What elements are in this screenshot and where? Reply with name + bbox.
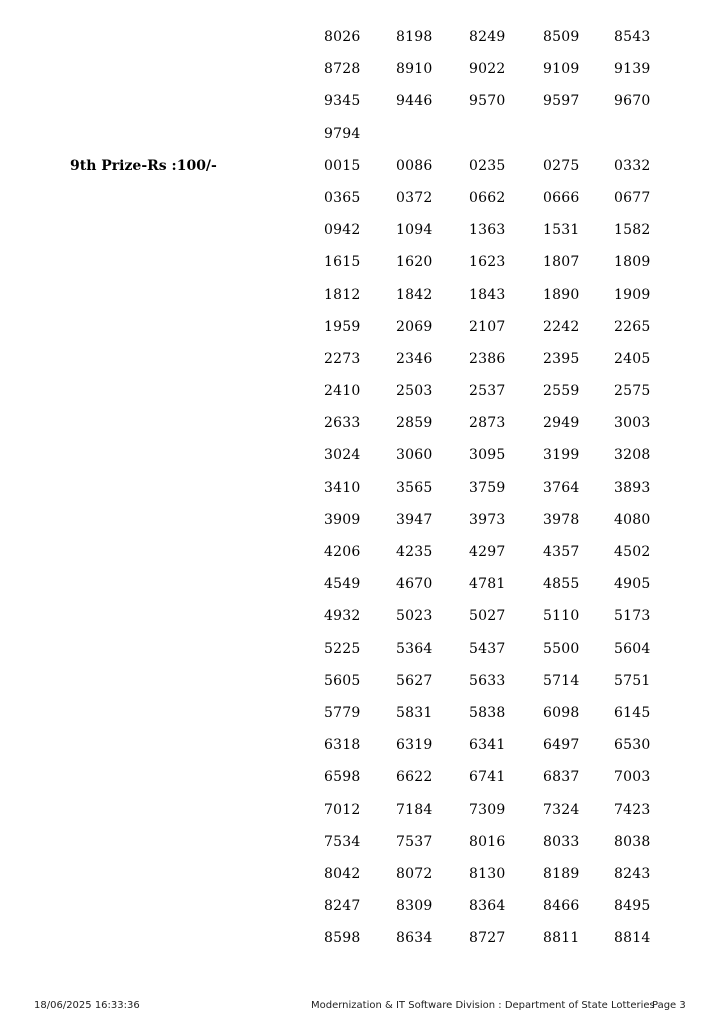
ticket-number: 6341 <box>469 737 506 754</box>
ticket-number: 0015 <box>324 157 361 174</box>
ticket-number: 9670 <box>614 93 651 110</box>
ticket-number: 8814 <box>614 930 651 947</box>
ticket-number: 4670 <box>396 576 433 593</box>
number-row <box>0 118 724 150</box>
number-row <box>0 858 724 890</box>
ticket-number: 8189 <box>543 865 580 882</box>
ticket-number: 8130 <box>469 865 506 882</box>
number-row <box>0 343 724 375</box>
ticket-number: 4855 <box>543 576 580 593</box>
ticket-number: 8509 <box>543 29 580 45</box>
ticket-number: 5779 <box>324 704 361 721</box>
ticket-number: 5838 <box>469 704 506 721</box>
number-row <box>0 375 724 407</box>
ticket-number: 1812 <box>324 286 361 303</box>
page-footer <box>0 994 724 1018</box>
ticket-number: 7534 <box>324 833 361 850</box>
ticket-number: 3565 <box>396 479 433 496</box>
ticket-number: 2386 <box>469 350 506 367</box>
number-row <box>0 53 724 85</box>
footer-division: Modernization & IT Software Division : Department of State Lotteries <box>311 1000 655 1011</box>
ticket-number: 4297 <box>469 544 506 561</box>
ticket-number: 9022 <box>469 61 506 78</box>
ticket-number: 9446 <box>396 93 433 110</box>
ticket-number: 0666 <box>543 189 580 206</box>
ticket-number: 8727 <box>469 930 506 947</box>
number-row <box>0 279 724 311</box>
number-row <box>0 568 724 600</box>
ticket-number: 0275 <box>543 157 580 174</box>
ticket-number: 2346 <box>396 350 433 367</box>
ticket-number: 5500 <box>543 640 580 657</box>
ticket-number: 4502 <box>614 544 651 561</box>
number-row <box>0 922 724 954</box>
number-row <box>0 633 724 665</box>
ticket-number: 8309 <box>396 898 433 915</box>
number-row <box>0 439 724 471</box>
ticket-number: 2405 <box>614 350 651 367</box>
prize-section <box>0 150 724 955</box>
ticket-number: 4781 <box>469 576 506 593</box>
number-row <box>0 890 724 922</box>
ticket-number: 8598 <box>324 930 361 947</box>
ticket-number: 3978 <box>543 511 580 528</box>
ticket-number: 4235 <box>396 544 433 561</box>
ticket-number: 7003 <box>614 769 651 786</box>
ticket-number: 3410 <box>324 479 361 496</box>
ticket-number: 4357 <box>543 544 580 561</box>
ticket-number: 8466 <box>543 898 580 915</box>
ticket-number: 4905 <box>614 576 651 593</box>
ticket-number: 2410 <box>324 383 361 400</box>
number-row <box>0 761 724 793</box>
ticket-number: 1809 <box>614 254 651 271</box>
ticket-number: 8249 <box>469 29 506 45</box>
ticket-number: 5604 <box>614 640 651 657</box>
ticket-number: 5751 <box>614 672 651 689</box>
ticket-number: 8033 <box>543 833 580 850</box>
ticket-number: 4206 <box>324 544 361 561</box>
ticket-number: 8016 <box>469 833 506 850</box>
ticket-number: 1807 <box>543 254 580 271</box>
ticket-number: 1842 <box>396 286 433 303</box>
ticket-number: 9109 <box>543 61 580 78</box>
ticket-number: 0086 <box>396 157 433 174</box>
ticket-number: 2859 <box>396 415 433 432</box>
number-row <box>0 21 724 53</box>
ticket-number: 1363 <box>469 222 506 239</box>
ticket-number: 3759 <box>469 479 506 496</box>
footer-timestamp: 18/06/2025 16:33:36 <box>34 1000 140 1011</box>
ticket-number: 3199 <box>543 447 580 464</box>
ticket-number: 9345 <box>324 93 361 110</box>
ticket-number: 9570 <box>469 93 506 110</box>
ticket-number: 1623 <box>469 254 506 271</box>
number-row <box>0 697 724 729</box>
ticket-number: 8247 <box>324 898 361 915</box>
ticket-number: 8072 <box>396 865 433 882</box>
ticket-number: 0677 <box>614 189 651 206</box>
ticket-number: 5110 <box>543 608 580 625</box>
ticket-number: 8543 <box>614 29 651 45</box>
ticket-number: 8243 <box>614 865 651 882</box>
ticket-number: 2265 <box>614 318 651 335</box>
ticket-number: 8364 <box>469 898 506 915</box>
ticket-number: 7012 <box>324 801 361 818</box>
ticket-number: 1620 <box>396 254 433 271</box>
ticket-number: 3003 <box>614 415 651 432</box>
ticket-number: 3909 <box>324 511 361 528</box>
ticket-number: 7324 <box>543 801 580 818</box>
ticket-number: 9597 <box>543 93 580 110</box>
ticket-number: 3973 <box>469 511 506 528</box>
ticket-number: 3208 <box>614 447 651 464</box>
ticket-number: 6598 <box>324 769 361 786</box>
ticket-number: 0942 <box>324 222 361 239</box>
ticket-number: 2273 <box>324 350 361 367</box>
ticket-number: 6145 <box>614 704 651 721</box>
ticket-number: 8026 <box>324 29 361 45</box>
ticket-number: 1890 <box>543 286 580 303</box>
ticket-number: 5364 <box>396 640 433 657</box>
number-row <box>0 794 724 826</box>
number-row <box>0 665 724 697</box>
ticket-number: 1582 <box>614 222 651 239</box>
ticket-number: 8495 <box>614 898 651 915</box>
footer-page-number: Page 3 <box>652 1000 686 1011</box>
number-row <box>0 472 724 504</box>
ticket-number: 2069 <box>396 318 433 335</box>
ticket-number: 6318 <box>324 737 361 754</box>
ticket-number: 0662 <box>469 189 506 206</box>
ticket-number: 1959 <box>324 318 361 335</box>
number-row <box>0 246 724 278</box>
ticket-number: 7309 <box>469 801 506 818</box>
ticket-number: 3893 <box>614 479 651 496</box>
number-row <box>0 826 724 858</box>
number-row <box>0 407 724 439</box>
ticket-number: 5633 <box>469 672 506 689</box>
ticket-number: 5605 <box>324 672 361 689</box>
ticket-number: 2633 <box>324 415 361 432</box>
ticket-number: 7184 <box>396 801 433 818</box>
ticket-number: 1094 <box>396 222 433 239</box>
ticket-number: 2949 <box>543 415 580 432</box>
ticket-number: 2559 <box>543 383 580 400</box>
ticket-number: 0372 <box>396 189 433 206</box>
ticket-number: 3024 <box>324 447 361 464</box>
ticket-number: 4080 <box>614 511 651 528</box>
ticket-number: 5023 <box>396 608 433 625</box>
ticket-number: 6497 <box>543 737 580 754</box>
ticket-number: 3764 <box>543 479 580 496</box>
ticket-number: 5027 <box>469 608 506 625</box>
ticket-number: 7423 <box>614 801 651 818</box>
ticket-number: 8198 <box>396 29 433 45</box>
ticket-number: 8728 <box>324 61 361 78</box>
ticket-number: 4549 <box>324 576 361 593</box>
ticket-number: 1615 <box>324 254 361 271</box>
number-row <box>0 85 724 117</box>
ticket-number: 0332 <box>614 157 651 174</box>
ticket-number: 2107 <box>469 318 506 335</box>
ticket-number: 5831 <box>396 704 433 721</box>
ticket-number: 3947 <box>396 511 433 528</box>
ticket-number: 0365 <box>324 189 361 206</box>
ticket-number: 2242 <box>543 318 580 335</box>
ticket-number: 7537 <box>396 833 433 850</box>
ticket-number: 2575 <box>614 383 651 400</box>
ticket-number: 8811 <box>543 930 580 947</box>
number-row <box>0 150 724 182</box>
ticket-number: 8634 <box>396 930 433 947</box>
ticket-number: 8910 <box>396 61 433 78</box>
ticket-number: 9794 <box>324 125 361 142</box>
ticket-number: 1909 <box>614 286 651 303</box>
ticket-number: 5173 <box>614 608 651 625</box>
ticket-number: 5627 <box>396 672 433 689</box>
number-row <box>0 182 724 214</box>
number-row <box>0 729 724 761</box>
ticket-number: 1531 <box>543 222 580 239</box>
ticket-number: 5437 <box>469 640 506 657</box>
ticket-number: 8042 <box>324 865 361 882</box>
number-row <box>0 504 724 536</box>
number-row <box>0 600 724 632</box>
ticket-number: 1843 <box>469 286 506 303</box>
ticket-number: 6098 <box>543 704 580 721</box>
ticket-number: 2537 <box>469 383 506 400</box>
ticket-number: 6530 <box>614 737 651 754</box>
prize-section <box>0 21 724 150</box>
ticket-number: 6837 <box>543 769 580 786</box>
ticket-number: 3060 <box>396 447 433 464</box>
ticket-number: 4932 <box>324 608 361 625</box>
ticket-number: 5225 <box>324 640 361 657</box>
ticket-number: 0235 <box>469 157 506 174</box>
ticket-number: 2395 <box>543 350 580 367</box>
ticket-number: 6741 <box>469 769 506 786</box>
ticket-number: 2503 <box>396 383 433 400</box>
ticket-number: 2873 <box>469 415 506 432</box>
ticket-number: 6319 <box>396 737 433 754</box>
ticket-number: 6622 <box>396 769 433 786</box>
ticket-number: 5714 <box>543 672 580 689</box>
ticket-number: 9139 <box>614 61 651 78</box>
number-row <box>0 311 724 343</box>
prize-label: 9th Prize-Rs :100/- <box>70 157 217 174</box>
number-row <box>0 214 724 246</box>
ticket-number: 8038 <box>614 833 651 850</box>
number-row <box>0 536 724 568</box>
ticket-number: 3095 <box>469 447 506 464</box>
